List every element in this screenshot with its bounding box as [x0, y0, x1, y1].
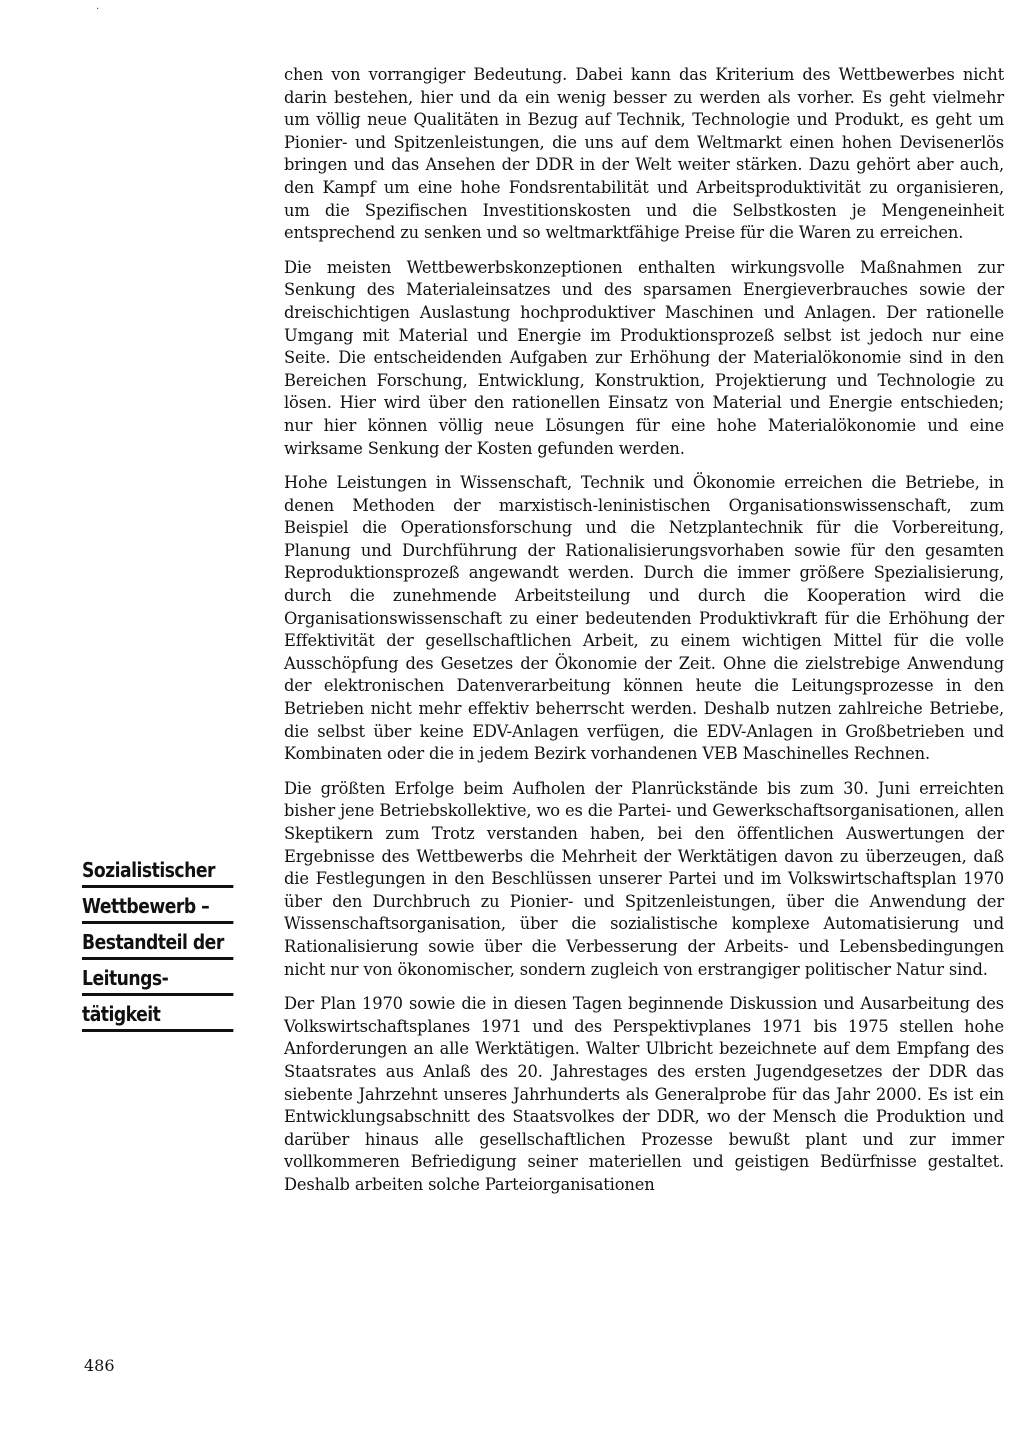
paragraph-1: chen von vorrangiger Bedeutung. Dabei kann das Kriterium des Wettbewerbes nicht darin bestehen, hier und da ein wenig besser zu werden als vorher. Es geht vielmehr um völlig neue Qualitäten in Bezug auf Technik, Technologie und Produkt, es geht um Pionier- und Spitzenleistungen, die uns auf dem Weltmarkt einen hohen Devisenerlös bringen und das Ansehen der DDR in der Welt weiter stärken. Dazu gehört aber auch, den Kampf um eine hohe Fondsrentabilität und Arbeitsproduktivität zu organisieren, um die Spezifischen Investitionskosten und die Selbstkosten je Mengeneinheit entsprechend zu senken und so weltmarktfähige Preise für die Waren zu erreichen. [284, 65, 1004, 243]
corner-mark: · [96, 4, 100, 15]
paragraph-5: Der Plan 1970 sowie die in diesen Tagen beginnende Diskussion und Ausarbeitung des Volkswirtschaftsplanes 1971 und des Perspektivplanes 1971 bis 1975 stellen hohe Anforderungen an alle Werktätigen. Walter Ulbricht bezeichnete auf dem Empfang des Staatsrates aus Anlaß des 20. Jahrestages des ersten Jugendgesetzes der DDR das siebente Jahrzehnt unseres Jahrhunderts als Generalprobe für das Jahr 2000. Es ist ein Entwicklungsabschnitt des Staatsvolkes der DDR, wo der Mensch die Produktion und darüber hinaus alle gesellschaftlichen Prozesse bewußt plant und zur immer vollkommeren Befriedigung seiner materiellen und geistigen Bedürfnisse gestaltet. Deshalb arbeiten solche Parteiorganisationen [284, 994, 1004, 1194]
page-number: 486 [84, 1356, 115, 1375]
side-heading-line-3: Bestandteil der [82, 930, 233, 960]
side-heading-line-2: Wettbewerb – [82, 894, 233, 924]
paragraph-3: Hohe Leistungen in Wissenschaft, Technik und Ökonomie erreichen die Betriebe, in denen Methoden der marxistisch-leninistischen Organisationswissenschaft, zum Beispiel die Operationsforschung und die Netzplantechnik für die Vorbereitung, Planung und Durchführung der Rationalisierungsvorhaben sowie für den gesamten Reproduktionsprozeß angewandt werden. Durch die immer größere Spezialisierung, durch die zunehmende Arbeitsteilung und durch die Kooperation wird die Organisationswissenschaft zu einer bedeutenden Produktivkraft für die Erhöhung der Effektivität der gesellschaftlichen Arbeit, zu einem wichtigen Mittel für die volle Ausschöpfung des Gesetzes der Ökonomie der Zeit. Ohne die zielstrebige Anwendung der elektronischen Datenverarbeitung können heute die Leitungsprozesse in den Betrieben nicht mehr effektiv beherrscht werden. Deshalb nutzen zahlreiche Betriebe, die selbst über keine EDV-Anlagen verfügen, die EDV-Anlagen in Großbetrieben und Kombinaten oder die in jedem Bezirk vorhandenen VEB Maschinelles Rechnen. [284, 473, 1004, 764]
paragraph-2: Die meisten Wettbewerbskonzeptionen enthalten wirkungsvolle Maßnahmen zur Senkung des Materialeinsatzes und des sparsamen Energieverbrauches sowie der dreischichtigen Auslastung hochproduktiver Maschinen und Anlagen. Der rationelle Umgang mit Material und Energie im Produktionsprozeß selbst ist jedoch nur eine Seite. Die entscheidenden Aufgaben zur Erhöhung der Materialökonomie sind in den Bereichen Forschung, Entwicklung, Konstruktion, Projektierung und Technologie zu lösen. Hier wird über den rationellen Einsatz von Material und Energie entschieden; nur hier können völlig neue Lösungen für eine hohe Materialökonomie und eine wirksame Senkung der Kosten gefunden werden. [284, 257, 1004, 458]
body-text-column [284, 64, 1004, 1209]
side-heading-line-1: Sozialistischer [82, 858, 233, 888]
side-heading-line-5: tätigkeit [82, 1002, 233, 1032]
side-heading [82, 858, 233, 1038]
paragraph-4: Die größten Erfolge beim Aufholen der Planrückstände bis zum 30. Juni erreichten bisher jene Betriebskollektive, wo es die Partei- und Gewerkschaftsorganisationen, allen Skeptikern zum Trotz verstanden haben, bei den öffentlichen Auswertungen der Ergebnisse des Wettbewerbs die Mehrheit der Werktätigen davon zu überzeugen, daß die Festlegungen in den Beschlüssen unserer Partei und im Volkswirtschaftsplan 1970 über den Durchbruch zu Pionier- und Spitzenleistungen, über die Anwendung der Wissenschaftsorganisation, über die sozialistische komplexe Automatisierung und Rationalisierung sowie über die Verbesserung der Arbeits- und Lebensbedingungen nicht nur von ökonomischer, sondern zugleich von erstrangiger politischer Natur sind. [284, 778, 1004, 979]
side-heading-line-4: Leitungs- [82, 966, 233, 996]
